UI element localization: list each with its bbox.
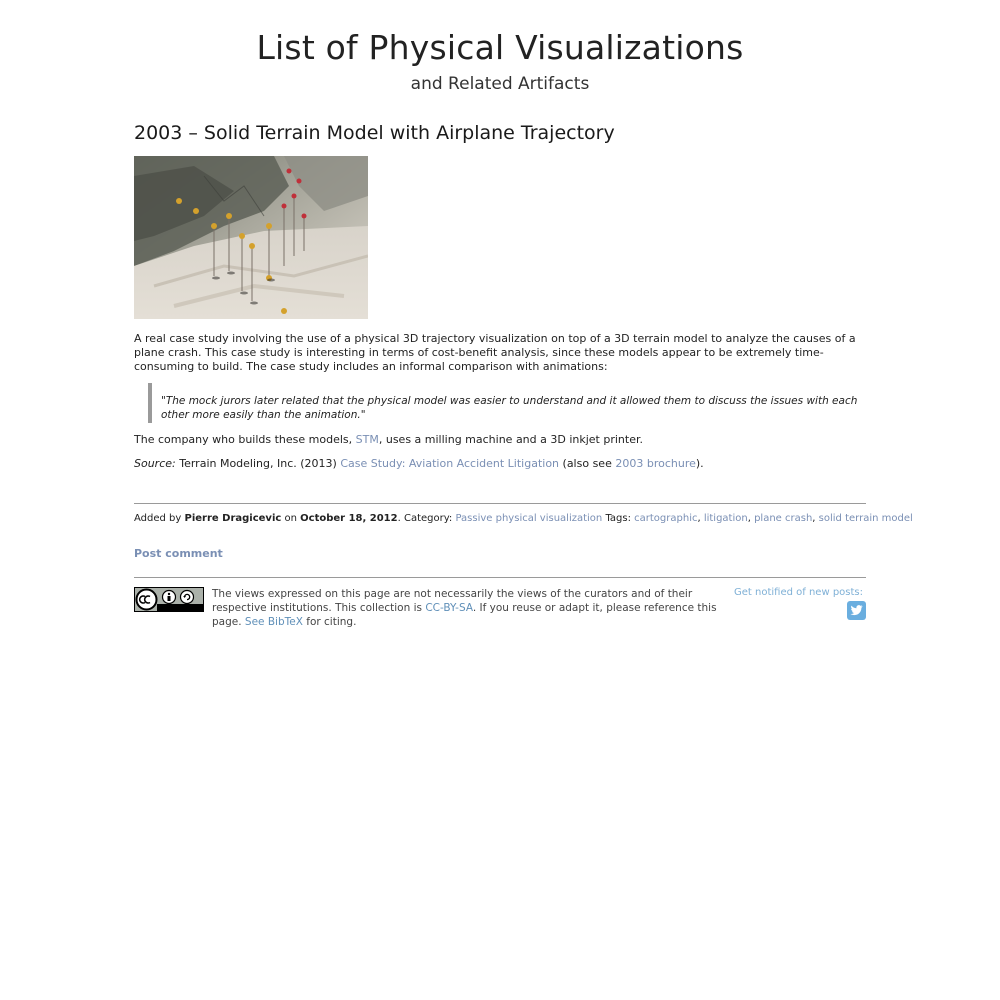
footer-text-1: The views expressed on this page are not necessarily the views of the curators and of their respective institutions. This collection is	[212, 588, 693, 614]
category-link[interactable]: Passive physical visualization	[455, 513, 603, 524]
category-label: . Category:	[397, 513, 456, 524]
tag-link[interactable]: litigation	[703, 513, 748, 524]
author-name: Pierre Dragicevic	[184, 513, 282, 524]
source-label: Source:	[134, 457, 176, 470]
source-also: (also see	[559, 457, 616, 470]
footer-disclaimer	[212, 587, 722, 629]
twitter-bird-graphic	[847, 601, 866, 620]
terrain-photo-graphic	[134, 156, 368, 319]
source-end: ).	[695, 457, 704, 470]
source-text: Terrain Modeling, Inc. (2013)	[175, 457, 341, 470]
source-line	[134, 457, 866, 471]
terrain-model-photo[interactable]	[134, 156, 368, 319]
tag-link[interactable]: plane crash	[754, 513, 813, 524]
site-subtitle: and Related Artifacts	[410, 74, 590, 94]
divider	[134, 577, 866, 578]
on-label: on	[281, 513, 301, 524]
company-sentence	[134, 433, 866, 447]
post-meta: Added by Pierre Dragicevic on October 18, 2012. Category: Passive physical visualization Tags: cartographic, litigation, plane crash, solid terrain model	[134, 513, 913, 524]
bibtex-link[interactable]: See BibTeX	[244, 616, 303, 628]
stm-link[interactable]: STM	[355, 433, 379, 446]
site-title[interactable]: List of Physical Visualizations	[256, 28, 744, 67]
notify-label: Get notified of new posts:	[734, 587, 863, 598]
divider	[134, 503, 866, 504]
company-suffix: , uses a milling machine and a 3D inkjet printer.	[378, 433, 643, 446]
tags-label: Tags:	[602, 513, 635, 524]
tag-link[interactable]: cartographic	[634, 513, 698, 524]
brochure-link[interactable]: 2003 brochure	[615, 457, 696, 470]
twitter-icon[interactable]	[847, 601, 866, 620]
case-study-link[interactable]: Case Study: Aviation Accident Litigation	[340, 457, 560, 470]
cc-badge-graphic	[135, 588, 203, 611]
company-prefix: The company who builds these models,	[134, 433, 356, 446]
post-date: October 18, 2012	[300, 513, 398, 524]
post-comment-link[interactable]: Post comment	[134, 547, 223, 560]
cc-by-sa-badge-icon[interactable]	[134, 587, 204, 612]
license-link[interactable]: CC-BY-SA	[425, 602, 473, 614]
added-by-label: Added by	[134, 513, 185, 524]
footer-text-2: . If you reuse or adapt it, please reference this page.	[212, 602, 717, 628]
footer-text-3: for citing.	[302, 616, 357, 628]
tag-link[interactable]: solid terrain model	[818, 513, 913, 524]
post-description: A real case study involving the use of a physical 3D trajectory visualization on top of a 3D terrain model to analyze the causes of a plane crash. This case study is interesting in terms of cost-benefit analysis, since these models appear to be extremely time-consuming to build. The case study includes an informal comparison with animations:	[134, 332, 856, 373]
post-title[interactable]: 2003 – Solid Terrain Model with Airplane Trajectory	[134, 122, 615, 144]
post-quote: "The mock jurors later related that the physical model was easier to understand and it allowed them to discuss the issues with each other more easily than the animation."	[148, 383, 867, 423]
